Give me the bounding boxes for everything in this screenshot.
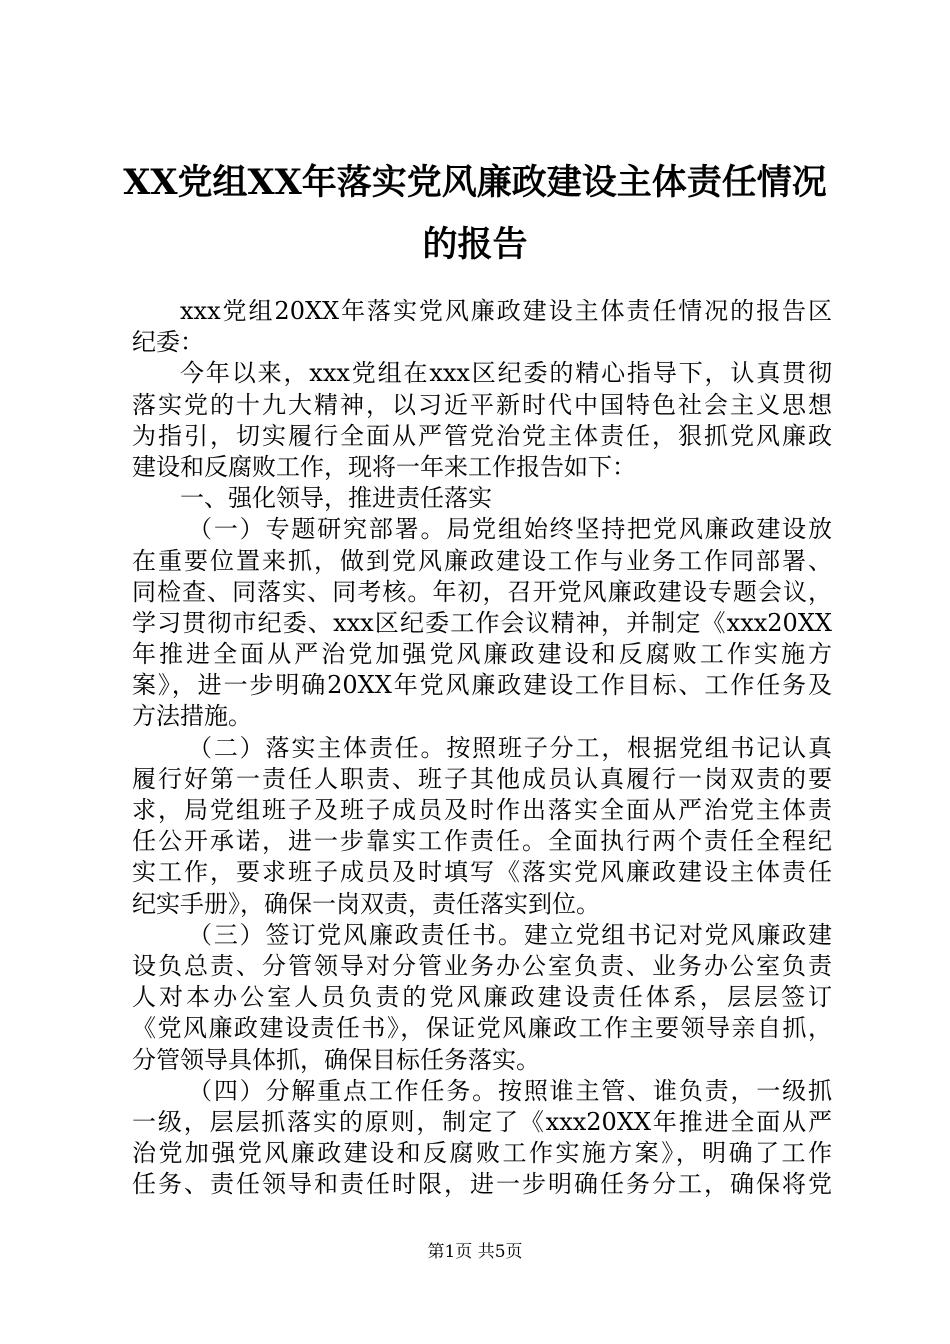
text-line: 建设和反腐败工作，现将一年来工作报告如下：	[132, 452, 636, 481]
text-line: （三）签订党风廉政责任书。建立党组书记对党风廉政建	[188, 920, 832, 949]
document-title	[100, 152, 850, 276]
text-line: 人对本办公室人员负责的党风廉政建设责任体系，层层签订	[132, 983, 832, 1012]
text-line: 纪委：	[132, 328, 204, 357]
text-line: 履行好第一责任人职责、班子其他成员认真履行一岗双责的要	[132, 764, 832, 793]
text-line: 一、强化领导，推进责任落实	[180, 484, 492, 513]
text-line: 实工作，要求班子成员及时填写《落实党风廉政建设主体责任	[132, 858, 832, 887]
text-line: （二）落实主体责任。按照班子分工，根据党组书记认真	[188, 733, 832, 762]
text-line: 任务、责任领导和责任时限，进一步明确任务分工，确保将党	[132, 1170, 832, 1199]
document-body	[132, 296, 832, 1200]
text-line: xxx党组20XX年落实党风廉政建设主体责任情况的报告区	[180, 297, 832, 325]
text-line: 任公开承诺，进一步靠实工作责任。全面执行两个责任全程纪	[132, 827, 832, 856]
page-footer: 第1页 共5页	[427, 1242, 523, 1262]
text-line: 今年以来，xxx党组在xxx区纪委的精心指导下，认真贯彻	[180, 359, 832, 388]
text-line: （四）分解重点工作任务。按照谁主管、谁负责，一级抓	[188, 1076, 832, 1105]
text-line: 同检查、同落实、同考核。年初，召开党风廉政建设专题会议，	[132, 577, 832, 606]
text-line: （一）专题研究部署。局党组始终坚持把党风廉政建设放	[188, 515, 832, 544]
title-line-2: 的报告	[422, 224, 528, 265]
text-line: 治党加强党风廉政建设和反腐败工作实施方案》，明确了工作	[132, 1139, 832, 1168]
text-line: 为指引，切实履行全面从严管党治党主体责任，狠抓党风廉政	[132, 421, 832, 450]
text-line: 一级，层层抓落实的原则，制定了《xxx20XX年推进全面从严	[132, 1107, 832, 1136]
text-line: 在重要位置来抓，做到党风廉政建设工作与业务工作同部署、	[132, 546, 832, 575]
text-line: 案》，进一步明确20XX年党风廉政建设工作目标、工作任务及	[132, 671, 832, 700]
text-line: 纪实手册》，确保一岗双责，责任落实到位。	[132, 889, 600, 918]
text-line: 分管领导具体抓，确保目标任务落实。	[132, 1045, 540, 1074]
text-line: 学习贯彻市纪委、xxx区纪委工作会议精神，并制定《xxx20XX	[132, 608, 832, 637]
text-line: 求，局党组班子及班子成员及时作出落实全面从严治党主体责	[132, 796, 832, 824]
text-line: 年推进全面从严治党加强党风廉政建设和反腐败工作实施方	[132, 640, 832, 669]
text-line: 落实党的十九大精神，以习近平新时代中国特色社会主义思想	[132, 390, 832, 419]
text-line: 方法措施。	[132, 702, 252, 731]
text-line: 设负总责、分管领导对分管业务办公室负责、业务办公室负责	[132, 951, 832, 980]
title-line-1: XX党组XX年落实党风廉政建设主体责任情况	[123, 162, 827, 203]
text-line: 《党风廉政建设责任书》，保证党风廉政工作主要领导亲自抓，	[132, 1014, 832, 1043]
